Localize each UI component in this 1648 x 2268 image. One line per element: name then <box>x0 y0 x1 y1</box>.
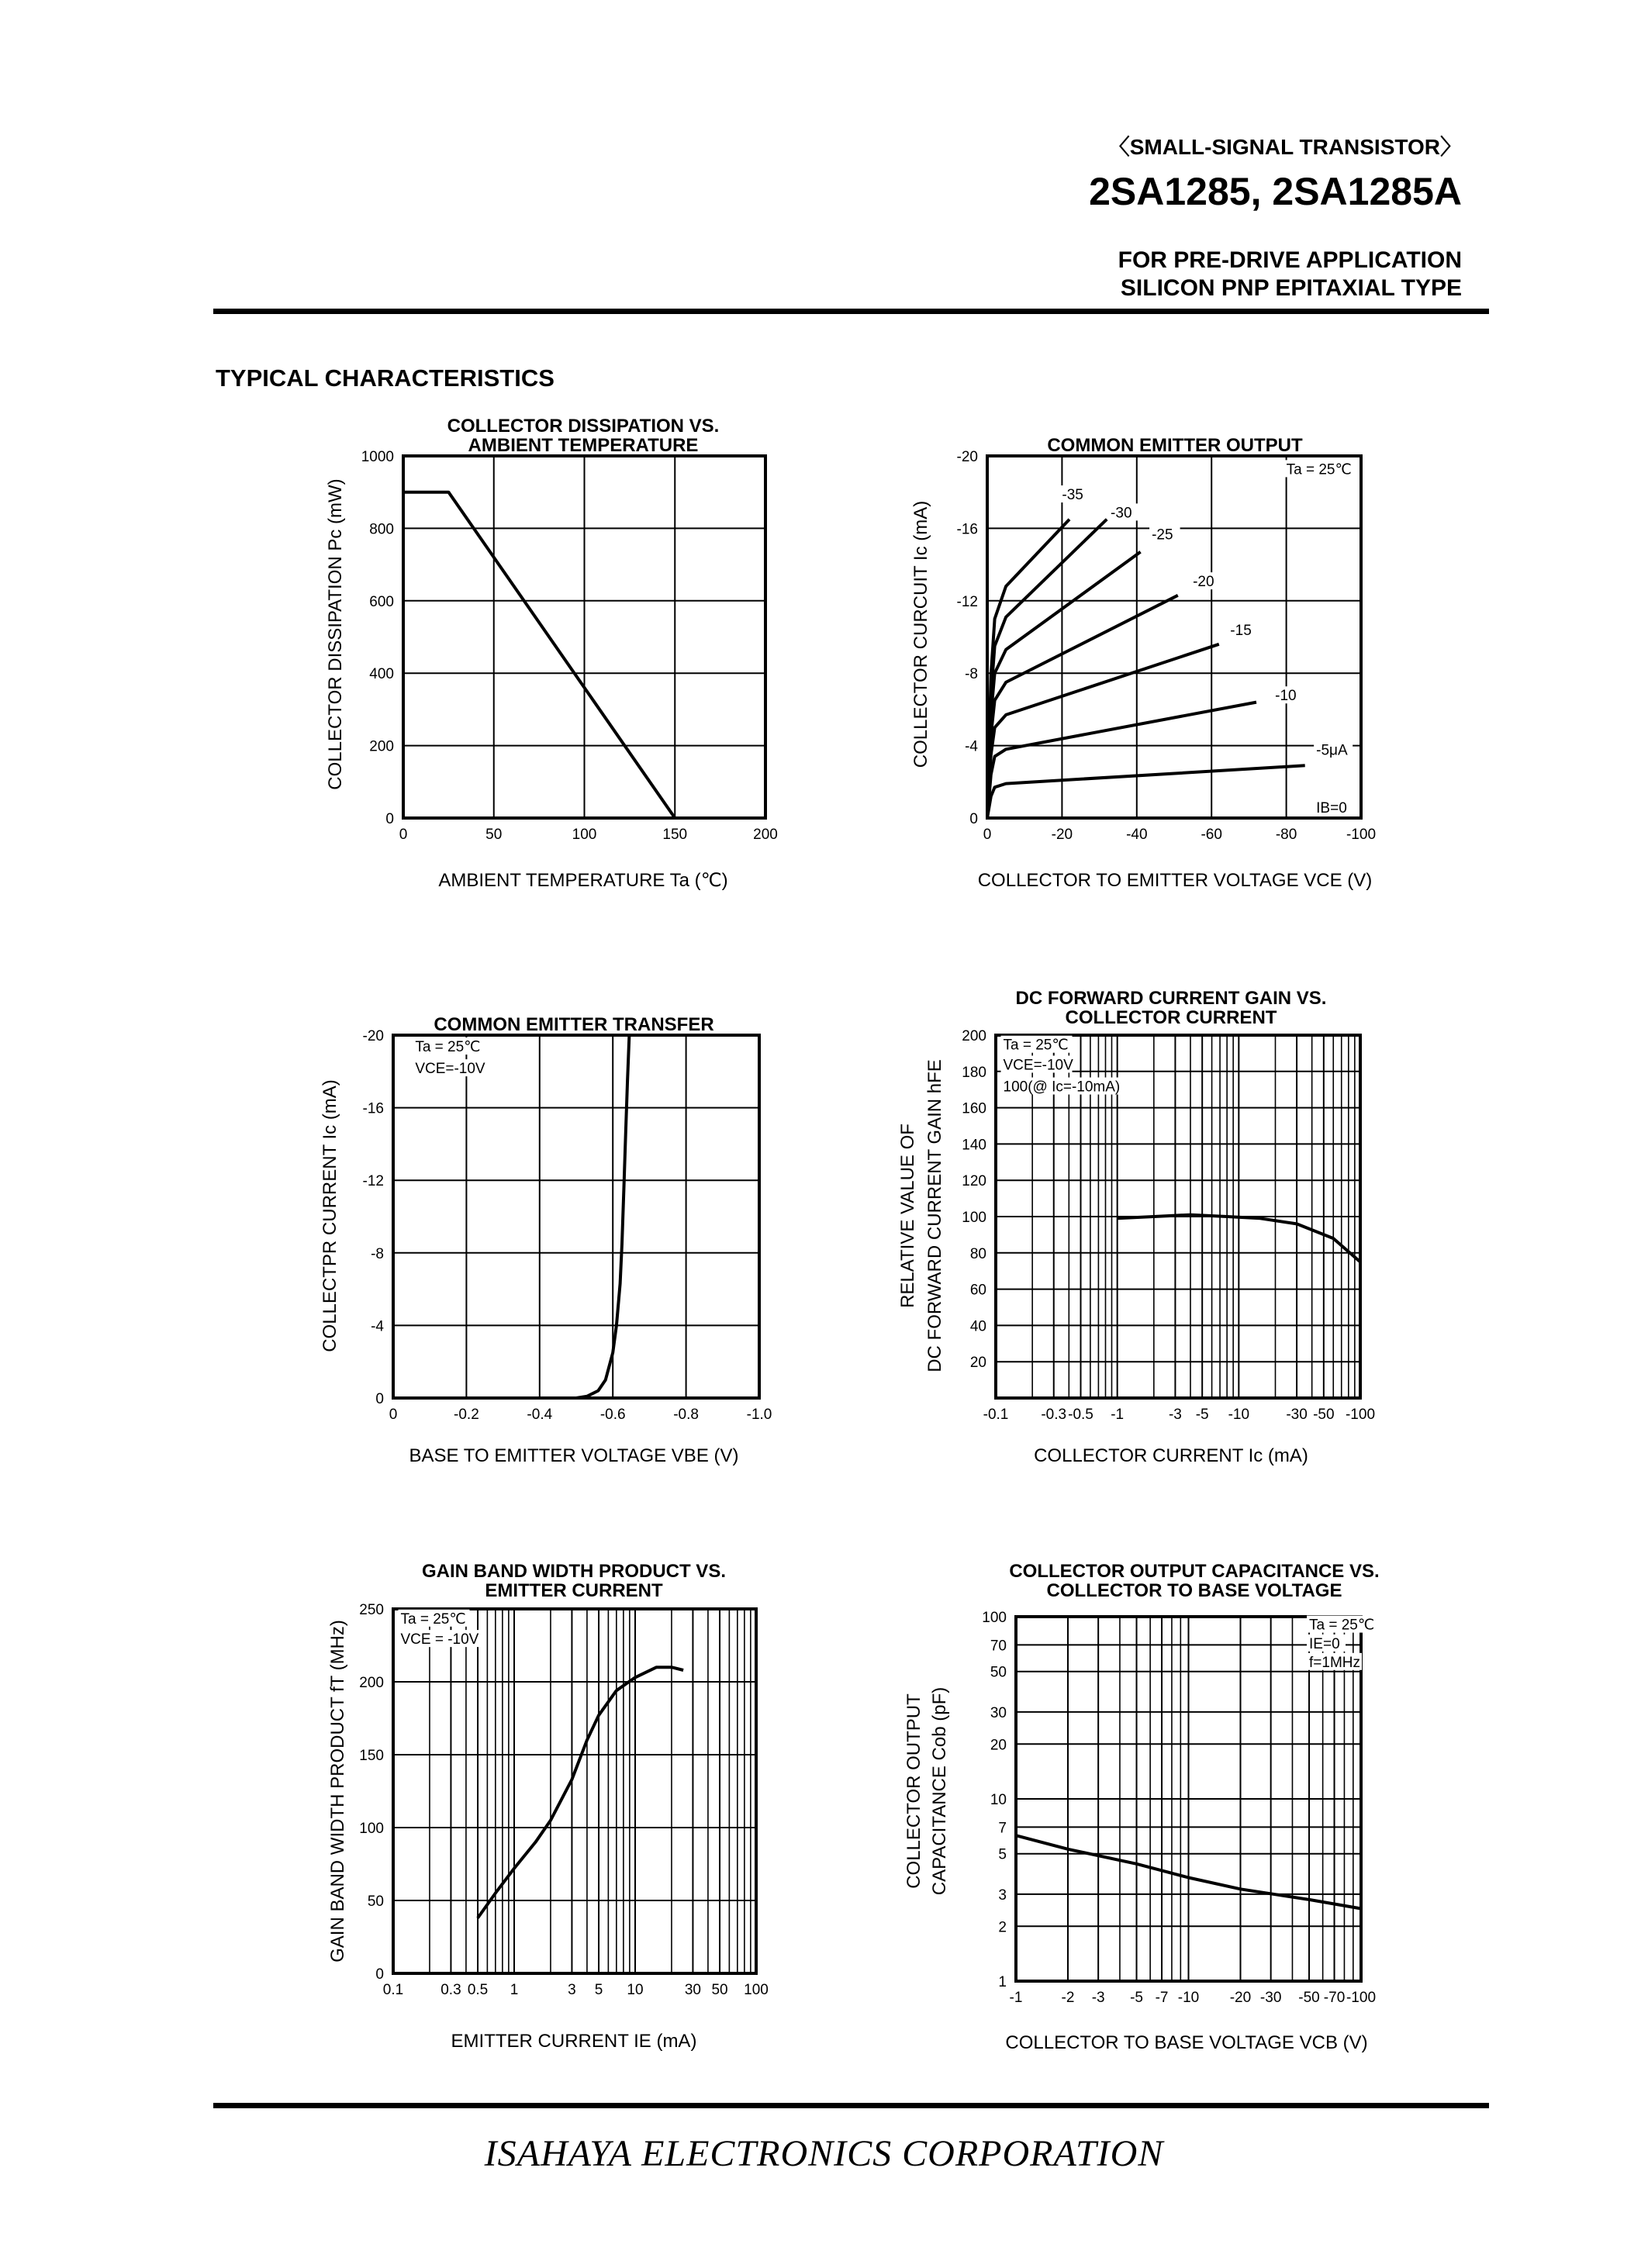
y-tick-label: 180 <box>962 1064 986 1081</box>
y-tick-label: 200 <box>369 738 394 755</box>
y-tick-label: -16 <box>956 521 978 538</box>
x-tick-label: -50 <box>1298 1990 1320 2006</box>
x-tick-label: 0 <box>389 1407 398 1423</box>
series-line <box>987 765 1305 818</box>
y-tick-label: 250 <box>359 1602 384 1618</box>
series-line <box>987 702 1256 818</box>
y-tick-label: 0 <box>385 811 394 827</box>
y-axis-label: CAPACITANCE Cob (pF) <box>929 1686 950 1896</box>
annotation-label: VCE=-10V <box>1003 1057 1073 1074</box>
x-tick-label: -3 <box>1168 1407 1182 1423</box>
x-tick-label: -0.1 <box>983 1407 1009 1423</box>
part-number: 2SA1285, 2SA1285A <box>1089 170 1462 213</box>
y-tick-label: 60 <box>969 1282 986 1299</box>
x-tick-label: -7 <box>1155 1990 1169 2006</box>
x-axis-label: COLLECTOR TO BASE VOLTAGE VCB (V) <box>1005 2032 1368 2053</box>
x-tick-label: -60 <box>1201 827 1222 843</box>
y-tick-label: 7 <box>998 1820 1007 1837</box>
x-tick-label: 3 <box>568 1982 576 1998</box>
y-axis-label: DC FORWARD CURRENT GAIN hFE <box>924 1059 945 1372</box>
y-tick-label: 600 <box>369 593 394 610</box>
x-tick-label: -10 <box>1228 1407 1250 1423</box>
x-tick-label: -0.2 <box>454 1407 479 1423</box>
y-tick-label: 0 <box>969 811 978 827</box>
series-title: 〈SMALL-SIGNAL TRANSISTOR〉 <box>1107 135 1462 159</box>
x-tick-label: -70 <box>1323 1990 1346 2006</box>
y-tick-label: 80 <box>969 1245 986 1262</box>
series-line <box>987 595 1178 818</box>
y-tick-label: -4 <box>965 738 978 755</box>
y-axis-label: COLLECTOR CURCUIT Ic (mA) <box>910 500 931 768</box>
x-tick-label: 1 <box>510 1982 519 1998</box>
x-tick-label: -1 <box>1009 1990 1023 2006</box>
y-tick-label: 400 <box>369 666 394 683</box>
x-tick-label: -0.6 <box>599 1407 626 1423</box>
x-tick-label: -0.8 <box>673 1407 699 1423</box>
y-tick-label: 3 <box>998 1887 1007 1904</box>
y-tick-label: -4 <box>371 1318 384 1335</box>
y-tick-label: 100 <box>982 1610 1007 1626</box>
x-tick-label: 10 <box>627 1982 644 1998</box>
x-tick-label: 0 <box>399 827 408 843</box>
annotation-label: -20 <box>1193 574 1214 591</box>
y-tick-label: -12 <box>956 593 978 610</box>
y-tick-label: 40 <box>969 1318 986 1335</box>
annotation-label: -5μA <box>1316 742 1348 759</box>
x-tick-label: -10 <box>1177 1990 1200 2006</box>
annotation-label: -25 <box>1152 526 1173 544</box>
x-tick-label: -1.0 <box>746 1407 772 1423</box>
chart-title: COMMON EMITTER OUTPUT <box>1047 435 1303 456</box>
y-tick-label: 100 <box>962 1210 986 1226</box>
annotation-label: Ta = 25℃ <box>1003 1037 1069 1054</box>
y-tick-label: 120 <box>962 1173 986 1190</box>
chart-title: COMMON EMITTER TRANSFER <box>434 1014 714 1035</box>
y-tick-label: -20 <box>362 1028 384 1044</box>
y-tick-label: 100 <box>359 1821 384 1837</box>
series-line <box>987 520 1107 818</box>
y-tick-label: 0 <box>375 1391 384 1407</box>
x-tick-label: 100 <box>572 827 597 843</box>
y-tick-label: 140 <box>962 1137 986 1154</box>
x-tick-label: -0.3 <box>1041 1407 1067 1423</box>
x-tick-label: 0.5 <box>467 1982 489 1998</box>
plot-frame <box>393 1035 759 1398</box>
annotation-label: IB=0 <box>1316 799 1347 816</box>
annotation-label: Ta = 25℃ <box>1309 1617 1375 1634</box>
annotation-label: f=1MHz <box>1309 1654 1361 1671</box>
company-footer: ISAHAYA ELECTRONICS CORPORATION <box>484 2133 1164 2174</box>
y-tick-label: 30 <box>990 1704 1007 1721</box>
x-tick-label: -1 <box>1111 1407 1125 1423</box>
x-tick-label: 200 <box>753 827 778 843</box>
plot-frame <box>393 1609 756 1973</box>
y-tick-label: 5 <box>998 1846 1007 1863</box>
type-line: SILICON PNP EPITAXIAL TYPE <box>1120 275 1462 301</box>
x-tick-label: 30 <box>684 1982 702 1998</box>
annotation-label: -10 <box>1275 688 1297 705</box>
x-axis-label: AMBIENT TEMPERATURE Ta (℃) <box>438 870 728 891</box>
application-line: FOR PRE-DRIVE APPLICATION <box>1118 247 1462 273</box>
annotation-label: -15 <box>1230 623 1252 640</box>
y-tick-label: -8 <box>371 1245 384 1262</box>
chart-title: COLLECTOR CURRENT <box>1065 1007 1277 1028</box>
x-tick-label: 0.1 <box>382 1982 404 1998</box>
footer-rule <box>213 2103 1489 2108</box>
y-axis-label: RELATIVE VALUE OF <box>897 1124 918 1308</box>
y-tick-label: 20 <box>969 1355 986 1372</box>
y-tick-label: 200 <box>359 1675 384 1691</box>
y-tick-label: 50 <box>367 1893 384 1910</box>
annotation-label: IE=0 <box>1309 1635 1340 1652</box>
annotation-label: -30 <box>1111 505 1132 522</box>
x-tick-label: -20 <box>1229 1990 1252 2006</box>
series-line <box>987 520 1069 818</box>
x-axis-label: COLLECTOR TO EMITTER VOLTAGE VCE (V) <box>977 870 1373 891</box>
y-tick-label: -16 <box>362 1100 384 1117</box>
annotation-label: 100(@ Ic=-10mA) <box>1003 1079 1121 1096</box>
x-tick-label: -2 <box>1061 1990 1075 2006</box>
y-axis-label: COLLECTPR CURRENT Ic (mA) <box>320 1079 340 1352</box>
series-line <box>403 492 675 818</box>
x-tick-label: 0 <box>983 827 992 843</box>
y-tick-label: -12 <box>362 1173 384 1190</box>
x-tick-label: -5 <box>1130 1990 1143 2006</box>
x-tick-label: 150 <box>662 827 688 843</box>
x-tick-label: 50 <box>485 827 503 843</box>
annotation-label: Ta = 25℃ <box>1286 461 1352 478</box>
annotation-label: -35 <box>1062 487 1083 504</box>
y-tick-label: 1000 <box>361 449 394 465</box>
y-tick-label: 200 <box>962 1028 986 1044</box>
annotation-label: VCE=-10V <box>415 1061 485 1078</box>
y-tick-label: 160 <box>962 1100 986 1117</box>
x-tick-label: -100 <box>1345 1407 1376 1423</box>
section-title: TYPICAL CHARACTERISTICS <box>216 364 555 392</box>
y-tick-label: 20 <box>990 1737 1007 1754</box>
y-tick-label: 1 <box>998 1974 1007 1990</box>
chart-title: AMBIENT TEMPERATURE <box>468 435 699 456</box>
y-tick-label: 50 <box>990 1664 1007 1681</box>
chart-title: COLLECTOR DISSIPATION VS. <box>447 416 720 437</box>
y-tick-label: -20 <box>956 449 978 465</box>
y-tick-label: 2 <box>998 1919 1007 1936</box>
plot-frame <box>987 456 1361 818</box>
chart-title: COLLECTOR OUTPUT CAPACITANCE VS. <box>1009 1561 1380 1582</box>
x-tick-label: -80 <box>1275 827 1297 843</box>
x-tick-label: -30 <box>1286 1407 1308 1423</box>
y-tick-label: 0 <box>375 1966 384 1983</box>
chart-title: GAIN BAND WIDTH PRODUCT VS. <box>422 1561 726 1582</box>
y-axis-label: COLLECTOR OUTPUT <box>903 1693 924 1889</box>
y-axis-label: GAIN BAND WIDTH PRODUCT fT (MHz) <box>327 1620 348 1962</box>
x-tick-label: -40 <box>1126 827 1148 843</box>
x-tick-label: 50 <box>711 1982 728 1998</box>
x-axis-label: COLLECTOR CURRENT Ic (mA) <box>1034 1445 1308 1466</box>
x-tick-label: -3 <box>1091 1990 1105 2006</box>
x-tick-label: 5 <box>594 1982 603 1998</box>
annotation-label: Ta = 25℃ <box>415 1039 481 1056</box>
x-axis-label: BASE TO EMITTER VOLTAGE VBE (V) <box>409 1445 739 1466</box>
annotation-label: Ta = 25℃ <box>400 1610 466 1628</box>
y-tick-label: 10 <box>990 1792 1007 1808</box>
chart-title: DC FORWARD CURRENT GAIN VS. <box>1015 988 1327 1009</box>
y-tick-label: 150 <box>359 1748 384 1764</box>
y-tick-label: -8 <box>965 666 978 683</box>
x-tick-label: -50 <box>1313 1407 1335 1423</box>
x-tick-label: -100 <box>1346 1990 1377 2006</box>
x-axis-label: EMITTER CURRENT IE (mA) <box>451 2031 697 2052</box>
series-line <box>576 1035 629 1398</box>
chart-title: COLLECTOR TO BASE VOLTAGE <box>1046 1580 1342 1601</box>
y-tick-label: 70 <box>990 1638 1007 1655</box>
chart-title: EMITTER CURRENT <box>485 1580 663 1601</box>
x-tick-label: -0.4 <box>527 1407 553 1423</box>
x-tick-label: -5 <box>1195 1407 1209 1423</box>
annotation-label: VCE = -10V <box>400 1631 479 1648</box>
x-tick-label: -30 <box>1259 1990 1282 2006</box>
x-tick-label: -100 <box>1346 827 1377 843</box>
y-axis-label: COLLECTOR DISSIPATION Pc (mW) <box>325 478 346 790</box>
x-tick-label: 100 <box>744 1982 769 1998</box>
x-tick-label: 0.3 <box>441 1982 461 1998</box>
x-tick-label: -0.5 <box>1068 1407 1093 1423</box>
x-tick-label: -20 <box>1051 827 1073 843</box>
y-tick-label: 800 <box>369 521 394 538</box>
